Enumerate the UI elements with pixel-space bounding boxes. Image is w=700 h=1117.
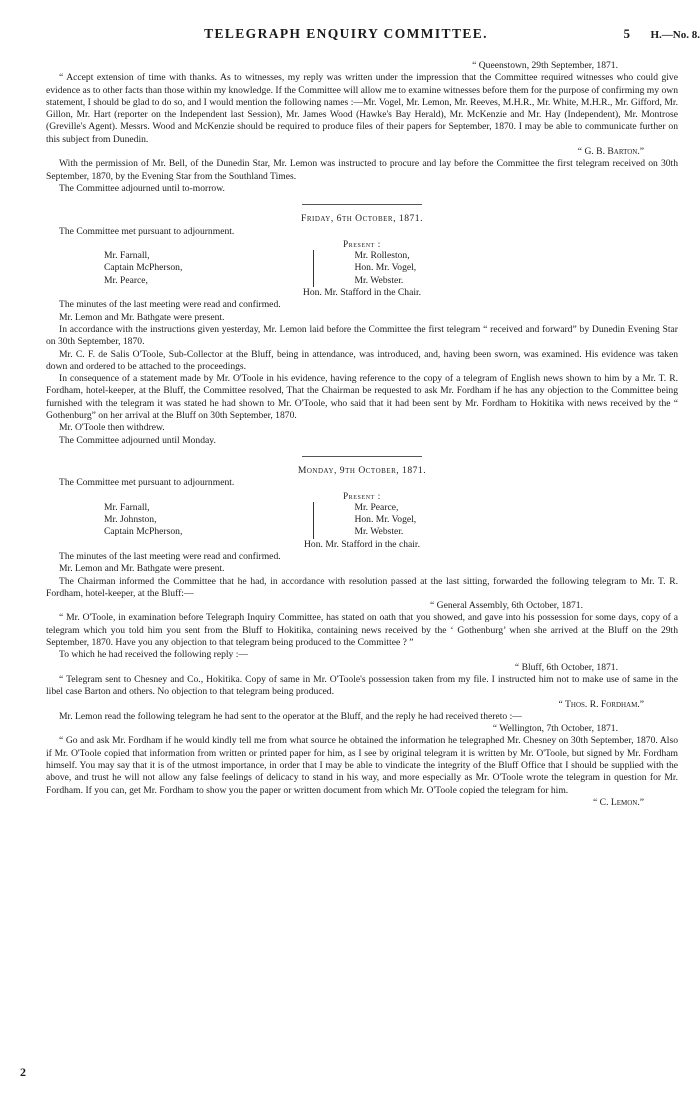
friday-present-label: Present :: [343, 238, 381, 249]
friday-chair: Hon. Mr. Stafford in the Chair.: [302, 287, 422, 299]
attendee: Mr. Farnall,: [104, 250, 150, 262]
running-title: TELEGRAPH ENQUIRY COMMITTEE.: [204, 26, 488, 41]
telegram-text: “ Mr. O'Toole, in examination before Telegraph Inquiry Committee, has stated on oath that you showed, and gave into his possession for some days, copy of a telegram which you told him you sent from the Bluff to Hokitika, containing news received by the ‘ Gothenburg’ when she arrived at the Bluff on the 29th September, 1870. Have you any objection to that telegram being produced to the Committee ? ”: [46, 612, 678, 649]
paper-number: H.—No. 8.: [650, 29, 700, 41]
fordham-signature: “ Thos. R. Fordham.”: [558, 698, 644, 710]
friday-paragraph: The Committee adjourned until Monday.: [59, 434, 216, 446]
friday-paragraph: The minutes of the last meeting were read and confirmed.: [59, 299, 281, 311]
friday-paragraph: Mr. O'Toole then withdrew.: [59, 422, 165, 434]
barton-signature: “ G. B. Barton.”: [577, 146, 644, 158]
attendee: Mr. Webster.: [354, 526, 404, 538]
lemon-telegram: “ Go and ask Mr. Fordham if he would kindly tell me from what source he obtained the information he telegraphed Mr. Chesney on 30th September, 1870. Also if Mr. O'Toole copied that information from written or printed paper for him, as I see by original telegram it is written by Mr. O'Toole, but signed by Mr. Fordham himself. You may say that it is of the utmost importance, in order that I may be able to vindicate the integrity of the Bluff Office that I should be supplied with the above, and trust he will not allow any false feelings of delicacy to stand in his way, and more especially as Mr. O'Toole wrote the telegram in question for Mr. Fordham. If you can, get Mr. Fordham to show you the paper or written document from which Mr. O'Toole copied the telegram for him.: [46, 735, 678, 796]
monday-present: Mr. Lemon and Mr. Bathgate were present.: [59, 563, 225, 575]
friday-attendees: [104, 250, 524, 287]
monday-chair: Hon. Mr. Stafford in the chair.: [304, 538, 420, 550]
attendee: Mr. Pearce,: [104, 274, 148, 286]
monday-attendees: [104, 502, 524, 539]
lemon-intro: Mr. Lemon read the following telegram he had sent to the operator at the Bluff, and the reply he had received thereto :—: [59, 710, 522, 722]
friday-paragraph: In consequence of a statement made by Mr. O'Toole in his evidence, having reference to the copy of a telegram of English news shown to him by a Mr. T. R. Fordham, hotel-keeper, at the Bluff, the Committee resolved, That the Chairman be requested to ask Mr. Fordham if he has any objection to the Committee being furnished with the telegram it was stated he had shown to Mr. O'Toole, who said that it had been sent by Mr. Fordham to Hokitika with news received by the “ Gothenburg” on her arrival at the Bluff on 30th September, 1870.: [46, 373, 678, 422]
reply-dateline: “ Bluff, 6th October, 1871.: [514, 661, 618, 673]
reply-text: “ Telegram sent to Chesney and Co., Hokitika. Copy of same in Mr. O'Toole's possession taken from my file. I instructed him not to make use of same in the libel case Barton and others. No objection to that telegram being produced.: [46, 673, 678, 698]
lemon-signature: “ C. Lemon.”: [593, 796, 644, 808]
adjourned-paragraph: The Committee adjourned until to-morrow.: [59, 182, 225, 194]
section-divider: [302, 204, 422, 205]
monday-attendees-right: [313, 502, 524, 539]
friday-paragraph: In accordance with the instructions given yesterday, Mr. Lemon laid before the Committee the first telegram “ received and forward” by Dunedin Evening Star on 30th September, 1870.: [46, 323, 678, 348]
monday-heading: Monday, 9th October, 1871.: [297, 464, 427, 476]
friday-paragraph: Mr. C. F. de Salis O'Toole, Sub-Collector at the Bluff, being in attendance, was introduced, and, having been sworn, was examined. His evidence was taken down and ordered to be attached to the proceedings.: [46, 348, 678, 372]
section-divider: [302, 456, 422, 457]
document-page: [46, 26, 700, 809]
friday-paragraph: Mr. Lemon and Mr. Bathgate were present.: [59, 311, 225, 323]
monday-attendees-left: [104, 502, 313, 539]
page-number: 5: [623, 26, 630, 41]
friday-met: The Committee met pursuant to adjournment.: [59, 225, 235, 237]
monday-present-label: Present :: [343, 490, 381, 501]
friday-attendees-right: [313, 250, 524, 287]
attendee: Mr. Rolleston,: [354, 250, 410, 262]
attendee: Hon. Mr. Vogel,: [354, 262, 417, 274]
barton-letter: “ Accept extension of time with thanks. As to witnesses, my reply was written under the impression that the Committee required witnesses who could give evidence as to other facts than those within my knowledge. If the Committee will allow me to examine witnesses before them for the purpose of confirming my own statement, I should be glad to do so, and I would mention the following names :—Mr. Vogel, Mr. Lemon, Mr. Reeves, M.H.R., Mr. White, M.H.R., Mr. Gifford, Mr. Gillon, Mr. Hart (reporter on the Independent last Session), Mr. James Wood (Hawke's Bay Herald), Mr. McKenzie and Mr. Hay (Independent), Mr. Montrose (Greville's Agent). Messrs. Wood and McKenzie should be required to produce files of their papers for September, 1870. I may be able to communicate further on this subject from Dunedin.: [46, 72, 678, 145]
reply-intro: To which he had received the following reply :—: [59, 649, 249, 661]
attendee: Mr. Farnall,: [104, 501, 150, 513]
attendee: Mr. Pearce,: [354, 501, 399, 513]
monday-chairman-paragraph: The Chairman informed the Committee that he had, in accordance with resolution passed at the last sitting, forwarded the following telegram to Mr. T. R. Fordham, hotel-keeper, at the Bluff:—: [46, 575, 678, 599]
lemon-dateline: “ Wellington, 7th October, 1871.: [492, 723, 618, 735]
letter-dateline: “ Queenstown, 29th September, 1871.: [472, 60, 618, 71]
attendee: Captain McPherson,: [104, 262, 183, 274]
attendee: Captain McPherson,: [104, 526, 183, 538]
monday-met: The Committee met pursuant to adjournment.: [59, 477, 235, 489]
attendee: Hon. Mr. Vogel,: [354, 514, 417, 526]
monday-minutes: The minutes of the last meeting were read and confirmed.: [59, 550, 281, 562]
signature-mark: 2: [20, 1065, 26, 1079]
page-header: [46, 26, 700, 50]
attendee: Mr. Webster.: [354, 274, 404, 286]
friday-attendees-left: [104, 250, 313, 287]
telegram-dateline: “ General Assembly, 6th October, 1871.: [430, 600, 583, 612]
friday-heading: Friday, 6th October, 1871.: [301, 213, 423, 225]
permission-paragraph: With the permission of Mr. Bell, of the Dunedin Star, Mr. Lemon was instructed to procure and lay before the Committee the first telegram received on 30th September, 1870, by the Evening Star from the Southland Times.: [46, 158, 678, 182]
attendee: Mr. Johnston,: [104, 514, 157, 526]
